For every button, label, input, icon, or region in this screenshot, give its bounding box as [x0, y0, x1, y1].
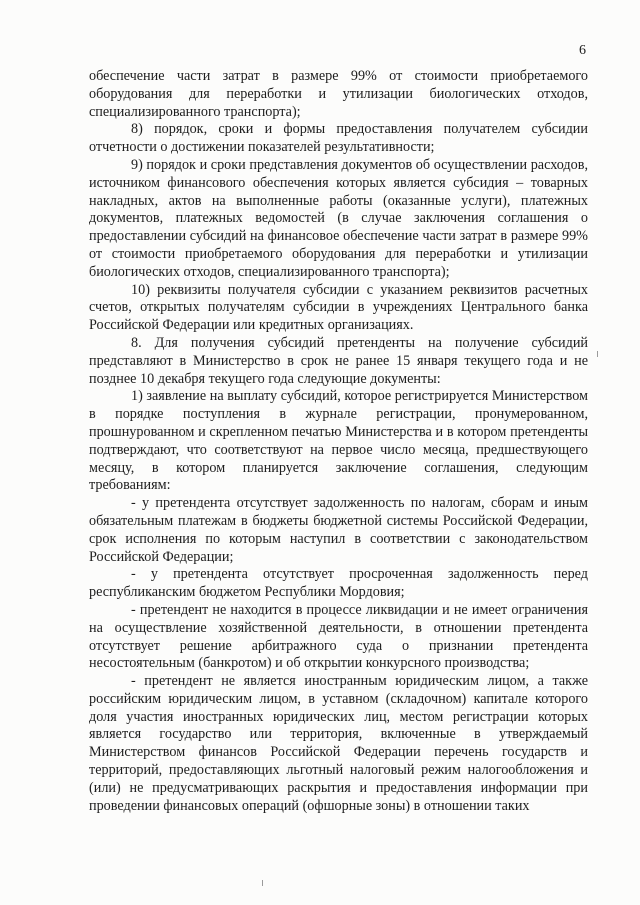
paragraph-item-8-reporting: 8) порядок, сроки и формы предоставления получателем субсидии отчетности о достижении показателей результативности;: [89, 121, 588, 156]
paragraph-requirement-liquidation: - претендент не находится в процессе ликвидации и не имеет ограничения на осуществление хозяйственной деятельности, в отношении претендента отсутствует решение арбитражного суда о признании претендента несостоятельным (банкротом) и об открытии конкурсного производства;: [89, 601, 588, 672]
paragraph-item-10-requisites: 10) реквизиты получателя субсидии с указанием реквизитов расчетных счетов, открытых получателям субсидии в учреждениях Центрального банка Российской Федерации или кредитных организациях.: [89, 281, 588, 334]
paragraph-item-9-documents: 9) порядок и сроки представления документов об осуществлении расходов, источником финансового обеспечения которых является субсидия – товарных накладных, актов на выполненные работы (оказанные услуги), платежных документов, платежных ведомостей (в случае заключения соглашения о предоставлении субсидий на финансовое обеспечение части затрат в размере 99% от стоимости приобретаемого оборудования для переработки и утилизации биологических отходов, специализированного транспорта);: [89, 156, 588, 280]
page-number: 6: [579, 43, 586, 58]
paragraph-application: 1) заявление на выплату субсидий, которое регистрируется Министерством в порядке поступления в журнале регистрации, пронумерованном, прошнурованном и скрепленном печатью Министерства и в котором претенденты подтверждают, что соответствуют на первое число месяца, предшествующего месяцу, в котором планируется заключение соглашения, следующим требованиям:: [89, 388, 588, 494]
paragraph-requirement-overdue-debt: - у претендента отсутствует просроченная задолженность перед республиканским бюджетом Республики Мордовия;: [89, 566, 588, 601]
scan-mark: [262, 880, 263, 886]
paragraph-continuation: обеспечение части затрат в размере 99% от стоимости приобретаемого оборудования для переработки и утилизации биологических отходов, специализированного транспорта);: [89, 68, 588, 120]
paragraph-section-8: 8. Для получения субсидий претенденты на получение субсидий представляют в Министерство в срок не ранее 15 января текущего года и не позднее 10 декабря текущего года следующие документы:: [89, 334, 588, 387]
paragraph-requirement-foreign-entity: - претендент не является иностранным юридическим лицом, а также российским юридическим лицом, в уставном (складочном) капитале которого доля участия иностранных юридических лиц, местом регистрации которых является государство или территория, включенные в утверждаемый Министерством финансов Российской Федерации перечень государств и территорий, предоставляющих льготный налоговый режим налогообложения и (или) не предусматривающих раскрытия и предоставления информации при проведении финансовых операций (офшорные зоны) в отношении таких: [89, 673, 588, 814]
scan-mark: [597, 351, 598, 357]
body-text: [89, 68, 588, 815]
paragraph-requirement-tax-debt: - у претендента отсутствует задолженность по налогам, сборам и иным обязательным платежам в бюджеты бюджетной системы Российской Федерации, срок исполнения по которым наступил в соответствии с законодательством Российской Федерации;: [89, 495, 588, 565]
